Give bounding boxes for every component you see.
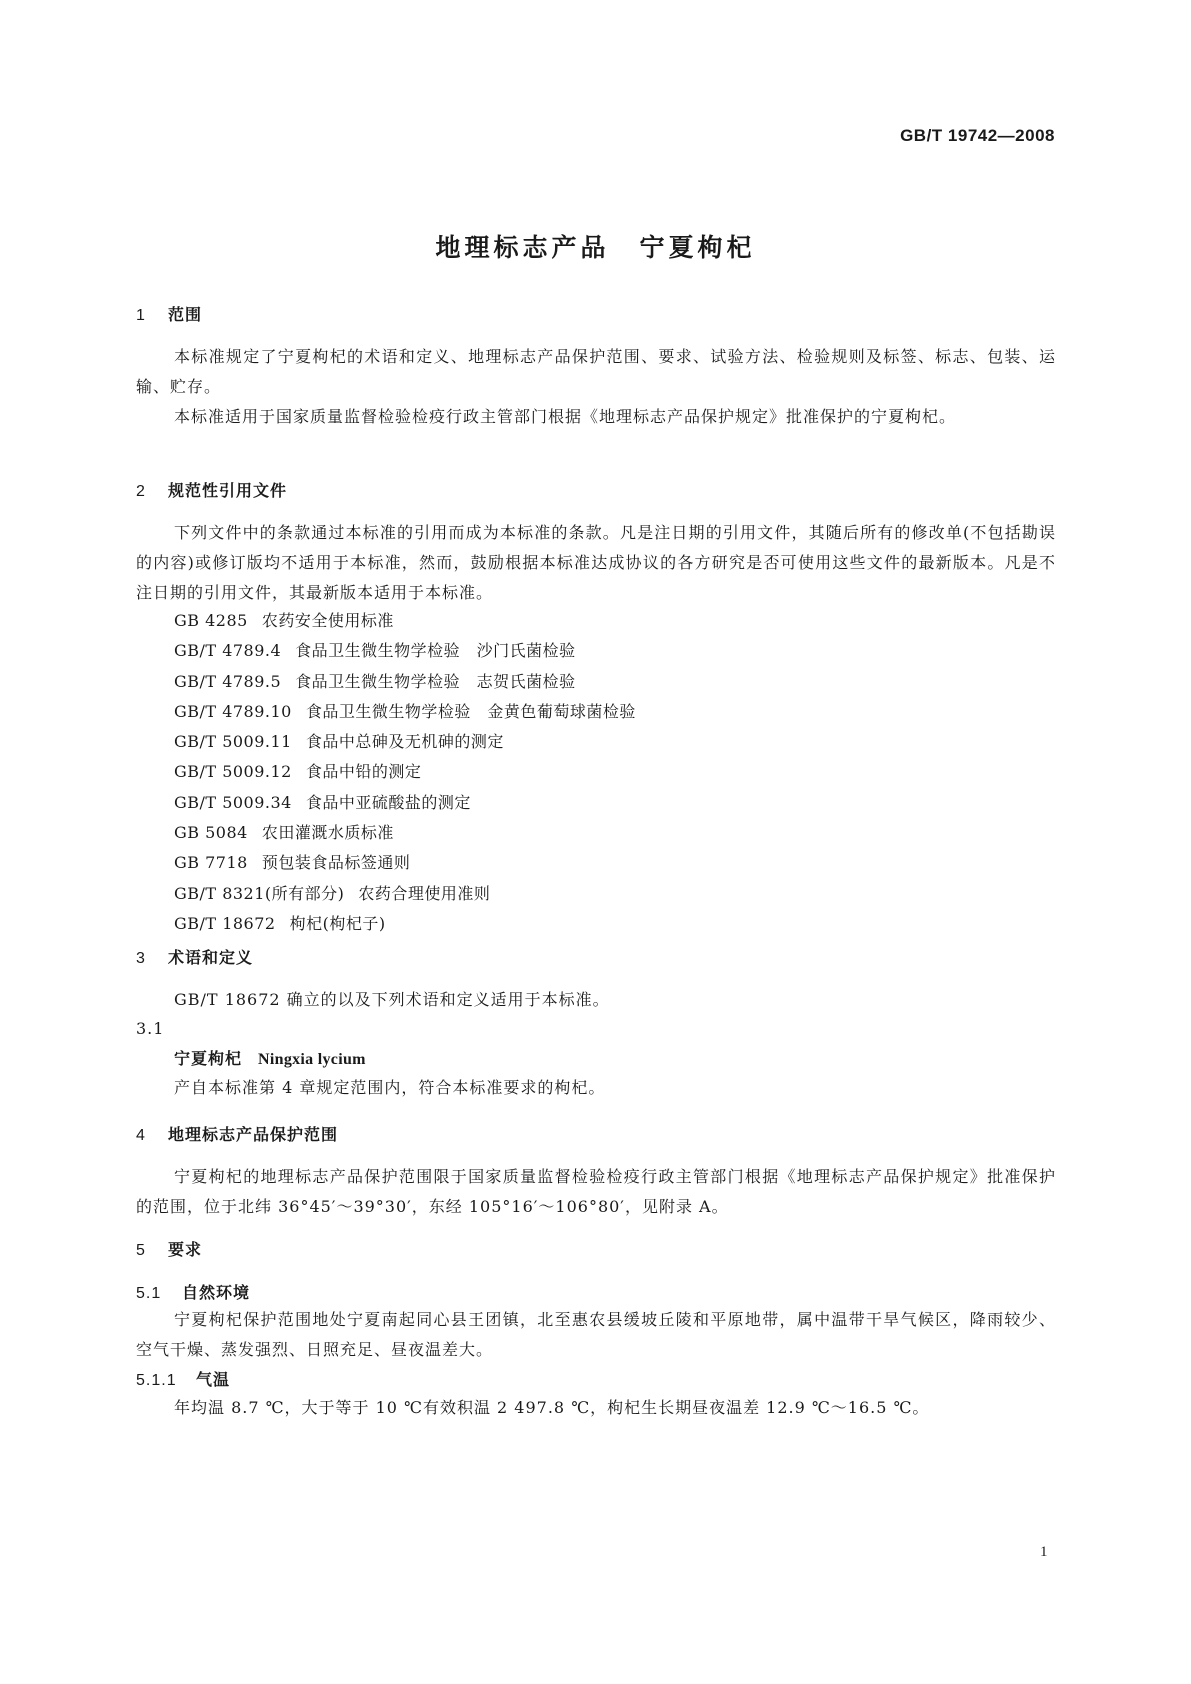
- section-1-heading: [136, 305, 1056, 326]
- reference-code: GB 4285: [174, 611, 248, 630]
- reference-item: [174, 636, 1014, 666]
- paragraph: GB/T 18672 确立的以及下列术语和定义适用于本标准。: [174, 990, 610, 1009]
- section-5-1-1-heading: [136, 1370, 1056, 1391]
- reference-item: [174, 757, 1014, 787]
- section-5-1-body: [136, 1305, 1056, 1365]
- section-title: 自然环境: [182, 1283, 251, 1302]
- section-2-body: [136, 518, 1056, 608]
- section-number: 4: [136, 1127, 146, 1144]
- reference-code: GB/T 4789.5: [174, 671, 282, 691]
- paragraph: 宁夏枸杞的地理标志产品保护范围限于国家质量监督检验检疫行政主管部门根据《地理标志产品保护规定》批准保护的范围，位于北纬 36°45′～39°30′，东经 105°16′～106°80′，见附录 A。: [136, 1167, 1056, 1216]
- section-5-1-1-body: [136, 1393, 1056, 1423]
- reference-title: 食品卫生微生物学检验 志贺氏菌检验: [295, 671, 576, 691]
- paragraph: 宁夏枸杞保护范围地处宁夏南起同心县王团镇，北至惠农县缓坡丘陵和平原地带，属中温带干旱气候区，降雨较少、空气干燥、蒸发强烈、日照充足、昼夜温差大。: [136, 1310, 1056, 1359]
- reference-title: 枸杞(枸杞子): [289, 913, 386, 933]
- section-title: 要求: [168, 1240, 203, 1259]
- paragraph: 本标准适用于国家质量监督检验检疫行政主管部门根据《地理标志产品保护规定》批准保护的宁夏枸杞。: [174, 407, 957, 426]
- page-number: 1: [1040, 1544, 1048, 1560]
- section-4-body: [136, 1162, 1056, 1222]
- reference-code: GB 7718: [174, 853, 248, 873]
- reference-title: 食品卫生微生物学检验 沙门氏菌检验: [295, 641, 576, 661]
- reference-item: [174, 909, 1014, 939]
- section-number: 1: [136, 307, 146, 324]
- section-number: 5: [136, 1242, 146, 1259]
- term-chinese: 宁夏枸杞: [174, 1049, 243, 1068]
- reference-code: GB/T 4789.4: [174, 641, 282, 661]
- reference-code: GB/T 5009.34: [174, 792, 292, 812]
- document-title: [0, 228, 1191, 264]
- term-definition: 产自本标准第 4 章规定范围内，符合本标准要求的枸杞。: [174, 1078, 606, 1097]
- reference-item: [174, 606, 1014, 636]
- paragraph: 本标准规定了宁夏枸杞的术语和定义、地理标志产品保护范围、要求、试验方法、检验规则及标签、标志、包装、运输、贮存。: [136, 347, 1056, 396]
- standard-code: GB/T 19742—2008: [900, 126, 1055, 145]
- section-title: 术语和定义: [168, 948, 254, 967]
- reference-item: [174, 848, 1014, 878]
- reference-code: GB/T 5009.12: [174, 762, 292, 782]
- reference-item: [174, 879, 1014, 909]
- section-title: 地理标志产品保护范围: [168, 1125, 339, 1144]
- normative-reference-list: [174, 606, 1014, 939]
- reference-title: 农田灌溉水质标准: [261, 823, 394, 843]
- section-5-1-heading: [136, 1283, 1056, 1304]
- section-number: 5.1.1: [136, 1372, 177, 1389]
- reference-item: [174, 667, 1014, 697]
- reference-item: [174, 818, 1014, 848]
- reference-code: GB/T 18672: [174, 913, 276, 933]
- section-1-body: [136, 342, 1056, 432]
- reference-title: 食品中总砷及无机砷的测定: [305, 732, 504, 752]
- section-3-heading: [136, 948, 1056, 969]
- section-4-heading: [136, 1125, 1056, 1146]
- section-number: 3: [136, 950, 146, 967]
- section-number: 5.1: [136, 1285, 162, 1302]
- reference-code: GB/T 4789.10: [174, 701, 292, 721]
- paragraph: 下列文件中的条款通过本标准的引用而成为本标准的条款。凡是注日期的引用文件，其随后所有的修改单(不包括勘误的内容)或修订版均不适用于本标准，然而，鼓励根据本标准达成协议的各方研究是否可使用这些文件的最新版本。凡是不注日期的引用文件，其最新版本适用于本标准。: [136, 523, 1056, 602]
- section-5-heading: [136, 1240, 1056, 1261]
- reference-code: GB/T 8321(所有部分): [174, 883, 345, 903]
- reference-title: 农药合理使用准则: [358, 883, 491, 903]
- title-part-1: 地理标志产品: [435, 233, 610, 262]
- reference-item: [174, 727, 1014, 757]
- title-part-2: 宁夏枸杞: [639, 233, 756, 262]
- term-entry: [174, 1044, 1094, 1075]
- reference-code: GB 5084: [174, 823, 248, 843]
- reference-title: 食品卫生微生物学检验 金黄色葡萄球菌检验: [305, 701, 636, 721]
- section-title: 气温: [196, 1370, 231, 1389]
- section-2-heading: [136, 481, 1056, 502]
- reference-title: 食品中亚硫酸盐的测定: [305, 792, 471, 812]
- section-title: 规范性引用文件: [168, 481, 288, 500]
- subsection-number: 3.1: [136, 1019, 165, 1038]
- section-3-body: [136, 985, 1056, 1015]
- reference-title: 农药安全使用标准: [261, 611, 394, 630]
- reference-code: GB/T 5009.11: [174, 732, 292, 752]
- reference-title: 食品中铅的测定: [305, 762, 422, 782]
- paragraph: 年均温 8.7 ℃，大于等于 10 ℃有效积温 2 497.8 ℃，枸杞生长期昼夜温差 12.9 ℃～16.5 ℃。: [174, 1398, 930, 1417]
- reference-title: 预包装食品标签通则: [261, 853, 411, 873]
- reference-item: [174, 697, 1014, 727]
- section-title: 范围: [168, 305, 203, 324]
- reference-item: [174, 788, 1014, 818]
- term-english: Ningxia lycium: [258, 1051, 366, 1068]
- section-number: 2: [136, 483, 146, 500]
